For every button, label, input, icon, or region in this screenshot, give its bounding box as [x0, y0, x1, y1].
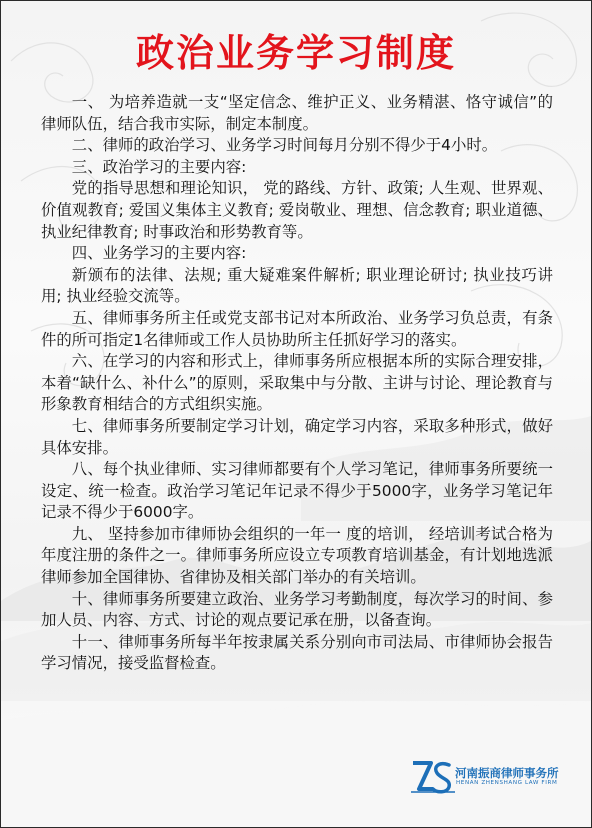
- law-firm-logo: [409, 759, 579, 795]
- regulation-paragraph: 十、律师事务所要建立政治、业务学习考勤制度，每次学习的时间、参加人员、内容、方式、讨论的观点要记承在册，以备查询。: [41, 589, 553, 630]
- regulation-paragraph: 三、政治学习的主要内容:: [71, 157, 247, 176]
- regulation-paragraph: 七、律师事务所要制定学习计划，确定学习内容，采取多种形式，做好具体安排。: [41, 416, 553, 457]
- regulation-paragraph: 八、每个执业律师、实习律师都要有个人学习笔记，律师事务所要统一设定、统一检查。政治学习笔记年记录不得少于5000字，业务学习笔记年记录不得少于6000字。: [41, 460, 553, 522]
- regulation-paragraph: 四、业务学习的主要内容:: [71, 244, 247, 263]
- regulation-body: [41, 92, 553, 675]
- regulation-paragraph: 二、律师的政治学习、业务学习时间每月分别不得少于4小时。: [71, 136, 498, 155]
- zs-logo-icon: [409, 759, 457, 795]
- regulation-paragraph: 九、 坚持参加市律师协会组织的一年一 度的培训， 经培训考试合格为年度注册的条件之一。律师事务所应设立专项教育培训基金，有计划地选派律师参加全国律协、省律协及相关部门举办的有关培训。: [41, 524, 553, 587]
- regulation-paragraph: 一、 为培养造就一支“坚定信念、维护正义、业务精湛、恪守诚信”的律师队伍，结合我市实际，制定本制度。: [41, 93, 553, 133]
- page-title: 政治业务学习制度: [135, 31, 456, 75]
- firm-name-cn: 河南振商律师事务所: [455, 766, 559, 780]
- firm-name-en: HENAN ZHENSHANG LAW FIRM: [456, 780, 558, 786]
- regulation-paragraph: 十一、律师事务所每半年按隶属关系分别向市司法局、市律师协会报告学习情况，接受监督检查。: [41, 632, 553, 673]
- regulation-paragraph: 五、律师事务所主任或党支部书记对本所政治、业务学习负总责，有条件的所可指定1名律师或工作人员协助所主任抓好学习的落实。: [41, 308, 553, 349]
- regulation-paragraph: 六、在学习的内容和形式上，律师事务所应根据本所的实际合理安排，本着“缺什么、补什么”的原则，采取集中与分散、主讲与讨论、理论教育与形象教育相结合的方式组织实施。: [41, 352, 553, 414]
- regulation-paragraph: 党的指导思想和理论知识， 党的路线、方针、政策; 人生观、世界观、价值观教育; 爱国义集体主义教育; 爱岗敬业、理想、信念教育; 职业道德、执业纪律教育; 时事政治和形势教育等。: [41, 179, 553, 241]
- regulation-paragraph: 新颁布的法律、法规; 重大疑难案件解析; 职业理论研讨; 执业技巧讲用; 执业经验交流等。: [41, 265, 553, 306]
